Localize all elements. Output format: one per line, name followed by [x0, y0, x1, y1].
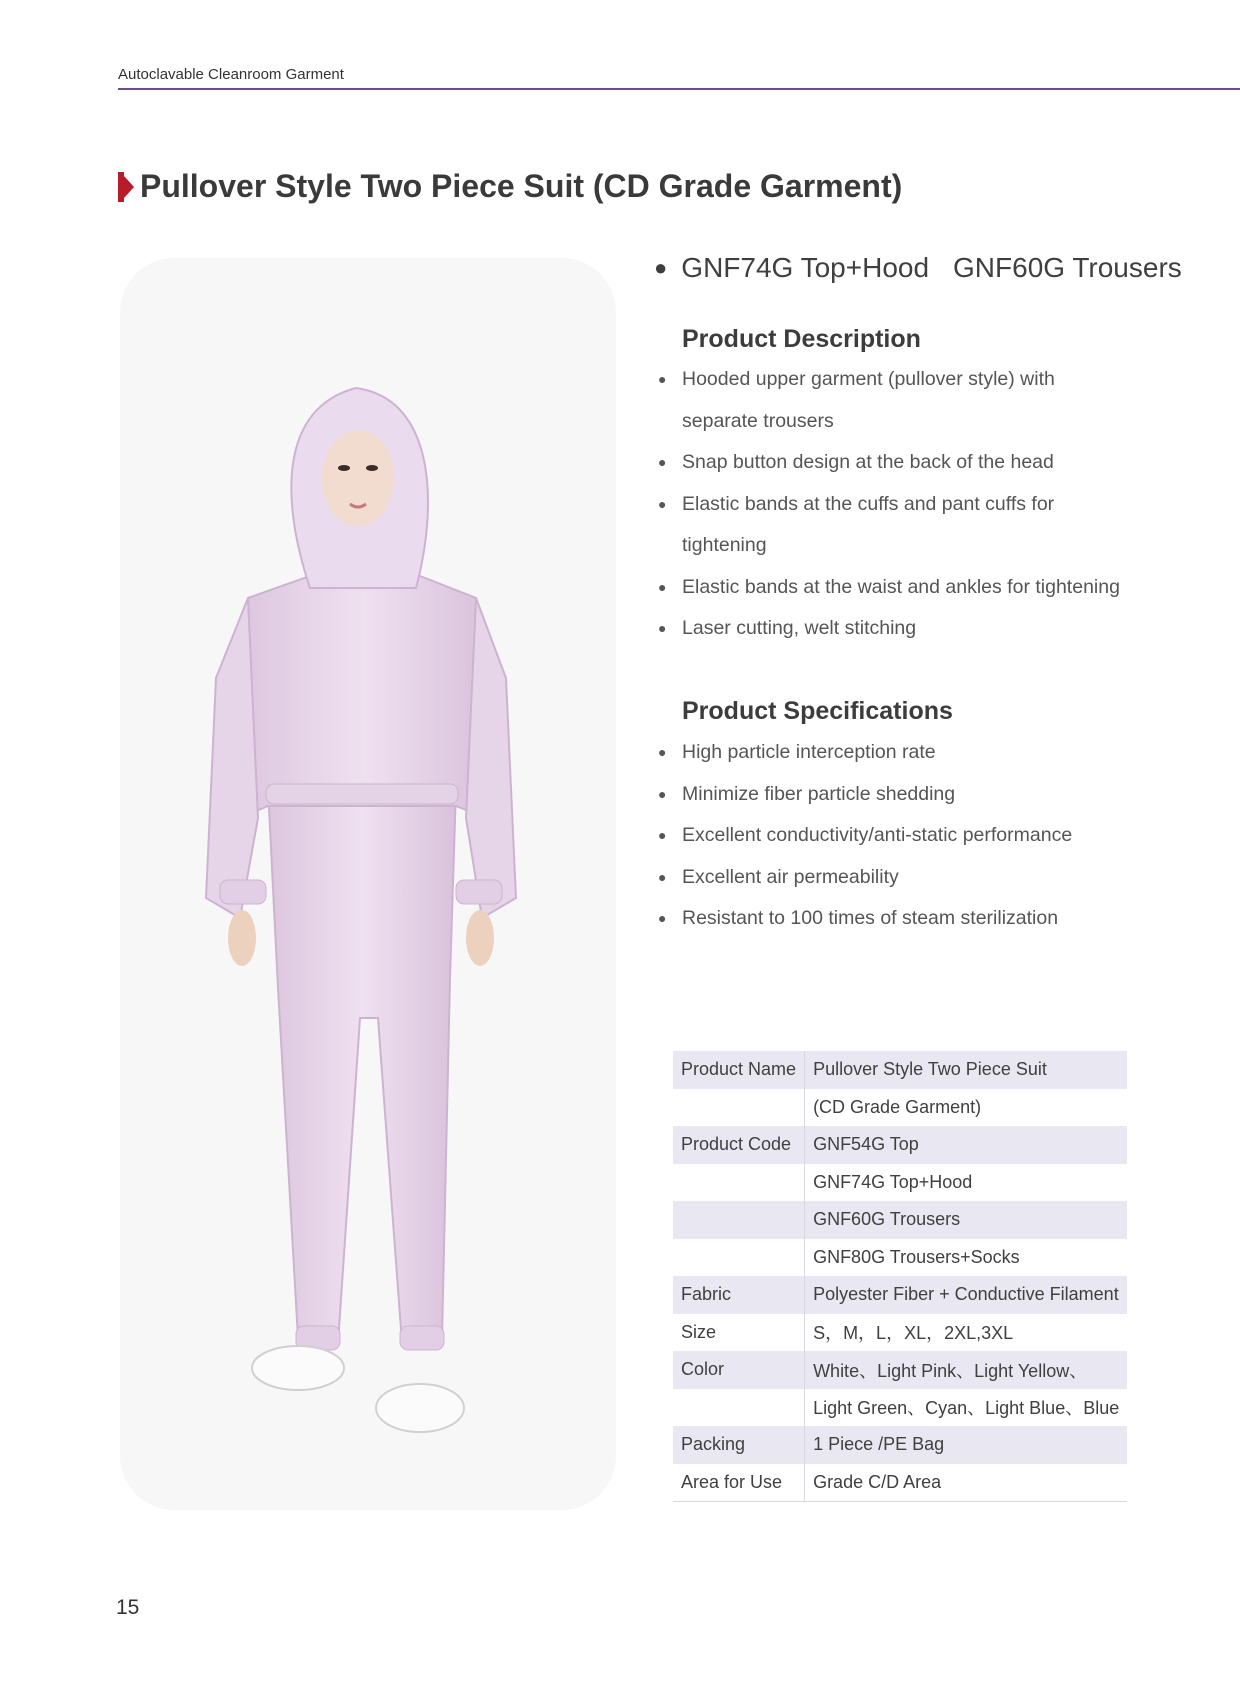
bullet-icon: ● [658, 827, 667, 843]
table-value: Pullover Style Two Piece Suit [805, 1051, 1128, 1089]
list-item: ● Elastic bands at the waist and ankles for tightening [652, 567, 1122, 609]
list-item: ● Excellent air permeability [652, 857, 1122, 899]
title-block [118, 168, 902, 205]
table-row [673, 1389, 1127, 1427]
table-value: Polyester Fiber + Conductive Filament [805, 1276, 1128, 1314]
table-row [673, 1201, 1127, 1239]
list-item: ● Snap button design at the back of the head [652, 442, 1122, 484]
table-row [673, 1164, 1127, 1202]
description-heading: Product Description [682, 325, 921, 353]
table-key: Product Code [673, 1126, 805, 1164]
list-item: ● Minimize fiber particle shedding [652, 774, 1122, 816]
list-item: ● Elastic bands at the cuffs and pant cuffs for [652, 484, 1122, 526]
table-key [673, 1164, 805, 1202]
table-row [673, 1426, 1127, 1464]
table-key [673, 1389, 805, 1427]
table-value: S，M，L，XL，2XL,3XL [813, 1323, 1014, 1344]
table-key: Size [673, 1314, 805, 1352]
table-row [673, 1314, 1127, 1352]
bullet-icon: ● [658, 910, 667, 926]
list-item: tightening [682, 534, 767, 556]
list-item: ● Laser cutting, welt stitching [652, 608, 1122, 650]
description-list [652, 359, 1122, 650]
table-key: Product Name [673, 1051, 805, 1089]
list-item: ● Excellent conductivity/anti-static performance [652, 815, 1122, 857]
model-numbers [654, 252, 1182, 284]
table-row [673, 1464, 1127, 1502]
table-value: GNF74G Top+Hood [813, 1171, 973, 1192]
list-item: separate trousers [682, 409, 834, 432]
title-marker-icon [118, 172, 132, 202]
bullet-icon: ● [658, 578, 667, 595]
table-value: GNF54G Top [805, 1126, 1128, 1164]
table-value: Light Green、Cyan、Light Blue、Blue [813, 1398, 1120, 1419]
list-item: ● Resistant to 100 times of steam sterilization [652, 898, 1122, 940]
table-key: Area for Use [673, 1464, 805, 1502]
table-value: (CD Grade Garment) [813, 1096, 982, 1117]
specifications-list [652, 732, 1122, 940]
table-key [673, 1201, 805, 1239]
table-key: Packing [673, 1426, 805, 1464]
table-row [673, 1351, 1127, 1389]
model-top: GNF74G Top+Hood [681, 252, 930, 283]
table-value: White、Light Pink、Light Yellow、 [805, 1351, 1128, 1389]
bullet-icon: ● [658, 785, 667, 802]
list-item: ● Hooded upper garment (pullover style) with [652, 359, 1122, 401]
table-key [673, 1239, 805, 1277]
model-trousers: GNF60G Trousers [953, 252, 1182, 283]
table-key [673, 1089, 805, 1127]
table-value: Grade C/D Area [805, 1464, 1128, 1502]
bullet-icon: ● [654, 255, 668, 280]
table-row [673, 1089, 1127, 1127]
header-rule [118, 88, 1240, 90]
table-row [673, 1126, 1127, 1164]
garment-illustration [120, 258, 616, 1510]
table-value: 1 Piece /PE Bag [805, 1426, 1128, 1464]
table-row [673, 1276, 1127, 1314]
table-value: GNF60G Trousers [805, 1201, 1128, 1239]
page-number: 15 [116, 1596, 140, 1619]
table-key: Color [673, 1351, 805, 1389]
table-row [673, 1051, 1127, 1089]
bullet-icon: ● [658, 371, 667, 387]
bullet-icon: ● [658, 868, 667, 885]
spec-table [673, 1051, 1127, 1502]
bullet-icon: ● [658, 744, 667, 760]
table-key: Fabric [673, 1276, 805, 1314]
bullet-icon: ● [658, 454, 667, 470]
specifications-heading: Product Specifications [682, 697, 953, 725]
bullet-icon: ● [658, 620, 667, 636]
bullet-icon: ● [658, 495, 667, 512]
table-value: GNF80G Trousers+Socks [813, 1246, 1020, 1267]
product-photo [120, 258, 616, 1510]
table-row [673, 1239, 1127, 1277]
page-title: Pullover Style Two Piece Suit (CD Grade Garment) [140, 168, 903, 204]
running-header: Autoclavable Cleanroom Garment [118, 66, 344, 83]
list-item: ● High particle interception rate [652, 732, 1122, 774]
